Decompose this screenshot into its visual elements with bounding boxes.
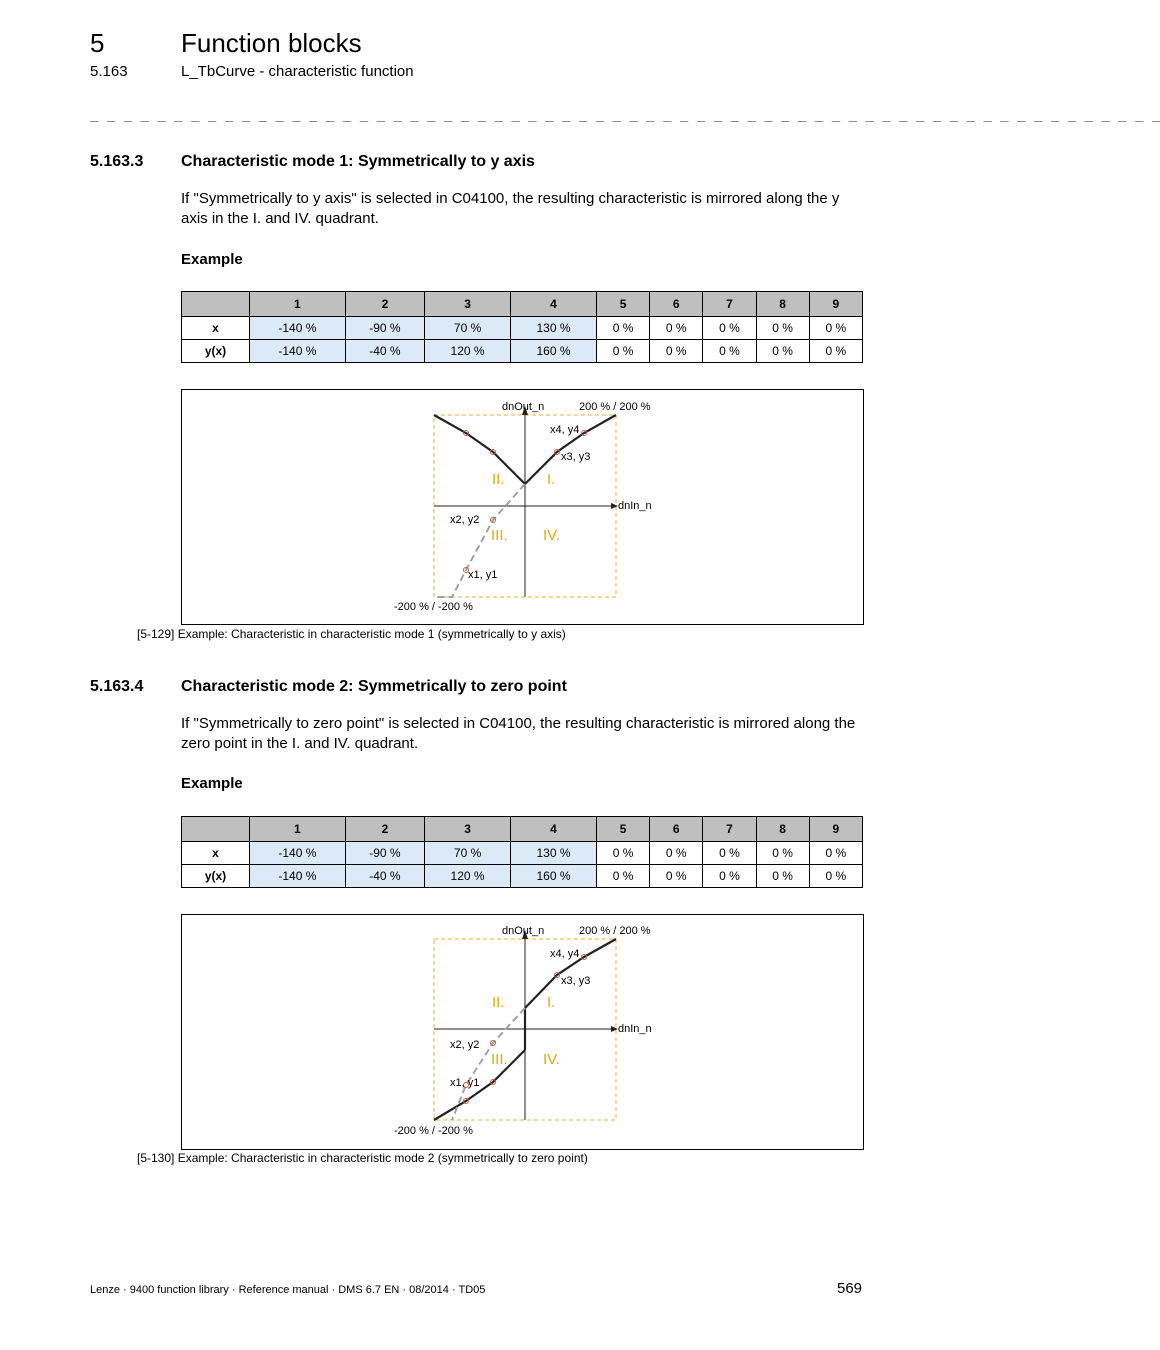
quadrant-label: IV. bbox=[543, 527, 560, 544]
table-column-header: 6 bbox=[650, 292, 703, 317]
point-label: x2, y2 bbox=[450, 514, 480, 526]
table-row-label: x bbox=[182, 842, 250, 865]
max-range-label: 200 % / 200 % bbox=[579, 925, 651, 937]
table-column-header: 1 bbox=[250, 292, 346, 317]
table-cell: -40 % bbox=[345, 340, 424, 363]
characteristic-diagram bbox=[182, 390, 863, 624]
quadrant-label: III. bbox=[491, 527, 508, 544]
table-column-header: 3 bbox=[425, 292, 511, 317]
table-header-row bbox=[182, 292, 863, 317]
table-cell: 0 % bbox=[703, 842, 756, 865]
min-range-label: -200 % / -200 % bbox=[394, 1125, 473, 1137]
table-cell: 160 % bbox=[511, 865, 597, 888]
subsection-title: Characteristic mode 1: Symmetrically to y axis bbox=[181, 153, 535, 170]
characteristic-figure-mode1 bbox=[181, 389, 864, 625]
value-table bbox=[181, 816, 863, 888]
point-label: x4, y4 bbox=[550, 424, 580, 436]
table-cell: 0 % bbox=[756, 317, 809, 340]
mirrored-curve-solid bbox=[434, 1050, 525, 1120]
table-cell: 70 % bbox=[425, 317, 511, 340]
table-column-header: 5 bbox=[596, 292, 649, 317]
table-column-header: 4 bbox=[511, 817, 597, 842]
quadrant-label: II. bbox=[492, 994, 505, 1011]
example-label: Example bbox=[181, 251, 243, 268]
table-cell: 120 % bbox=[425, 340, 511, 363]
table-cell: 120 % bbox=[425, 865, 511, 888]
x-axis-arrow bbox=[611, 1026, 618, 1032]
table-column-header: 7 bbox=[703, 817, 756, 842]
chapter-title: Function blocks bbox=[181, 28, 362, 58]
point-label: x2, y2 bbox=[450, 1039, 480, 1051]
table-column-header: 8 bbox=[756, 817, 809, 842]
table-row bbox=[182, 317, 863, 340]
table-row-label: y(x) bbox=[182, 865, 250, 888]
max-range-label: 200 % / 200 % bbox=[579, 401, 651, 413]
subsection-number: 5.163.3 bbox=[90, 153, 144, 170]
table-row bbox=[182, 340, 863, 363]
table-cell: 0 % bbox=[809, 842, 862, 865]
table-cell: 0 % bbox=[596, 317, 649, 340]
table-column-header: 2 bbox=[345, 817, 424, 842]
quadrant-label: I. bbox=[547, 994, 556, 1011]
table-column-header: 7 bbox=[703, 292, 756, 317]
table-corner bbox=[182, 292, 250, 317]
y-axis-label: dnOut_n bbox=[502, 925, 545, 937]
subsection-title: Characteristic mode 2: Symmetrically to zero point bbox=[181, 678, 567, 695]
table-row-label: y(x) bbox=[182, 340, 250, 363]
table-cell: 0 % bbox=[756, 865, 809, 888]
quadrant-label: IV. bbox=[543, 1051, 560, 1068]
point-label: x4, y4 bbox=[550, 948, 580, 960]
section-title: L_TbCurve - characteristic function bbox=[181, 63, 414, 80]
table-column-header: 2 bbox=[345, 292, 424, 317]
table-corner bbox=[182, 817, 250, 842]
header-separator: _ _ _ _ _ _ _ _ _ _ _ _ _ _ _ _ _ _ _ _ _ _ _ _ _ _ _ _ _ _ _ _ _ _ _ _ _ _ _ _ _ _ _ _ _ _ _ _ _ _ _ _ _ _ _ _ _ _ _ _ _ _ _ _ bbox=[90, 106, 1160, 122]
table-column-header: 1 bbox=[250, 817, 346, 842]
table-cell: 0 % bbox=[650, 842, 703, 865]
table-column-header: 3 bbox=[425, 817, 511, 842]
table-column-header: 5 bbox=[596, 817, 649, 842]
table-cell: -140 % bbox=[250, 865, 346, 888]
figure-caption: [5-129] Example: Characteristic in characteristic mode 1 (symmetrically to y axis) bbox=[137, 627, 566, 641]
table-cell: 160 % bbox=[511, 340, 597, 363]
table-cell: -140 % bbox=[250, 340, 346, 363]
table-cell: 130 % bbox=[511, 317, 597, 340]
table-cell: 70 % bbox=[425, 842, 511, 865]
quadrant-label: II. bbox=[492, 471, 505, 488]
section-number: 5.163 bbox=[90, 63, 128, 80]
table-cell: 0 % bbox=[596, 865, 649, 888]
table-cell: -90 % bbox=[345, 317, 424, 340]
table-cell: 0 % bbox=[809, 340, 862, 363]
footer-text: Lenze · 9400 function library · Reference manual · DMS 6.7 EN · 08/2014 · TD05 bbox=[90, 1284, 486, 1296]
page-number: 569 bbox=[837, 1280, 863, 1297]
figure-caption: [5-130] Example: Characteristic in characteristic mode 2 (symmetrically to zero point) bbox=[137, 1151, 588, 1165]
table-cell: 0 % bbox=[809, 865, 862, 888]
table-header-row bbox=[182, 817, 863, 842]
table-cell: 0 % bbox=[756, 340, 809, 363]
y-axis-label: dnOut_n bbox=[502, 401, 545, 413]
point-label: x3, y3 bbox=[561, 975, 591, 987]
table-column-header: 6 bbox=[650, 817, 703, 842]
table-row bbox=[182, 865, 863, 888]
table-cell: -140 % bbox=[250, 842, 346, 865]
point-label: x1, y1 bbox=[450, 1077, 480, 1089]
table-cell: 0 % bbox=[650, 317, 703, 340]
table-row-label: x bbox=[182, 317, 250, 340]
table-cell: 130 % bbox=[511, 842, 597, 865]
body-paragraph: If "Symmetrically to zero point" is selected in C04100, the resulting characteristic is mirrored along the zero point in the I. and IV. quadrant. bbox=[181, 715, 856, 752]
chapter-number: 5 bbox=[90, 28, 105, 58]
x-axis-label: dnIn_n bbox=[618, 1023, 652, 1035]
table-cell: -90 % bbox=[345, 842, 424, 865]
x-axis-arrow bbox=[611, 503, 618, 509]
table-cell: 0 % bbox=[703, 317, 756, 340]
body-paragraph: If "Symmetrically to y axis" is selected in C04100, the resulting characteristic is mirrored along the y axis in the I. and IV. quadrant. bbox=[181, 190, 840, 227]
point-label: x1, y1 bbox=[468, 569, 498, 581]
table-cell: 0 % bbox=[809, 317, 862, 340]
value-table bbox=[181, 291, 863, 363]
min-range-label: -200 % / -200 % bbox=[394, 601, 473, 613]
table-cell: 0 % bbox=[650, 865, 703, 888]
characteristic-diagram bbox=[182, 915, 863, 1149]
example-label: Example bbox=[181, 775, 243, 792]
characteristic-figure-mode2 bbox=[181, 914, 864, 1150]
table-column-header: 8 bbox=[756, 292, 809, 317]
table-column-header: 9 bbox=[809, 292, 862, 317]
table-row bbox=[182, 842, 863, 865]
quadrant-label: I. bbox=[547, 471, 556, 488]
table-cell: 0 % bbox=[703, 340, 756, 363]
point-label: x3, y3 bbox=[561, 451, 591, 463]
subsection-number: 5.163.4 bbox=[90, 678, 144, 695]
x-axis-label: dnIn_n bbox=[618, 500, 652, 512]
table-cell: 0 % bbox=[756, 842, 809, 865]
quadrant-label: III. bbox=[491, 1051, 508, 1068]
table-cell: 0 % bbox=[650, 340, 703, 363]
table-column-header: 9 bbox=[809, 817, 862, 842]
table-column-header: 4 bbox=[511, 292, 597, 317]
table-cell: 0 % bbox=[703, 865, 756, 888]
table-cell: -140 % bbox=[250, 317, 346, 340]
table-cell: -40 % bbox=[345, 865, 424, 888]
table-cell: 0 % bbox=[596, 842, 649, 865]
table-cell: 0 % bbox=[596, 340, 649, 363]
